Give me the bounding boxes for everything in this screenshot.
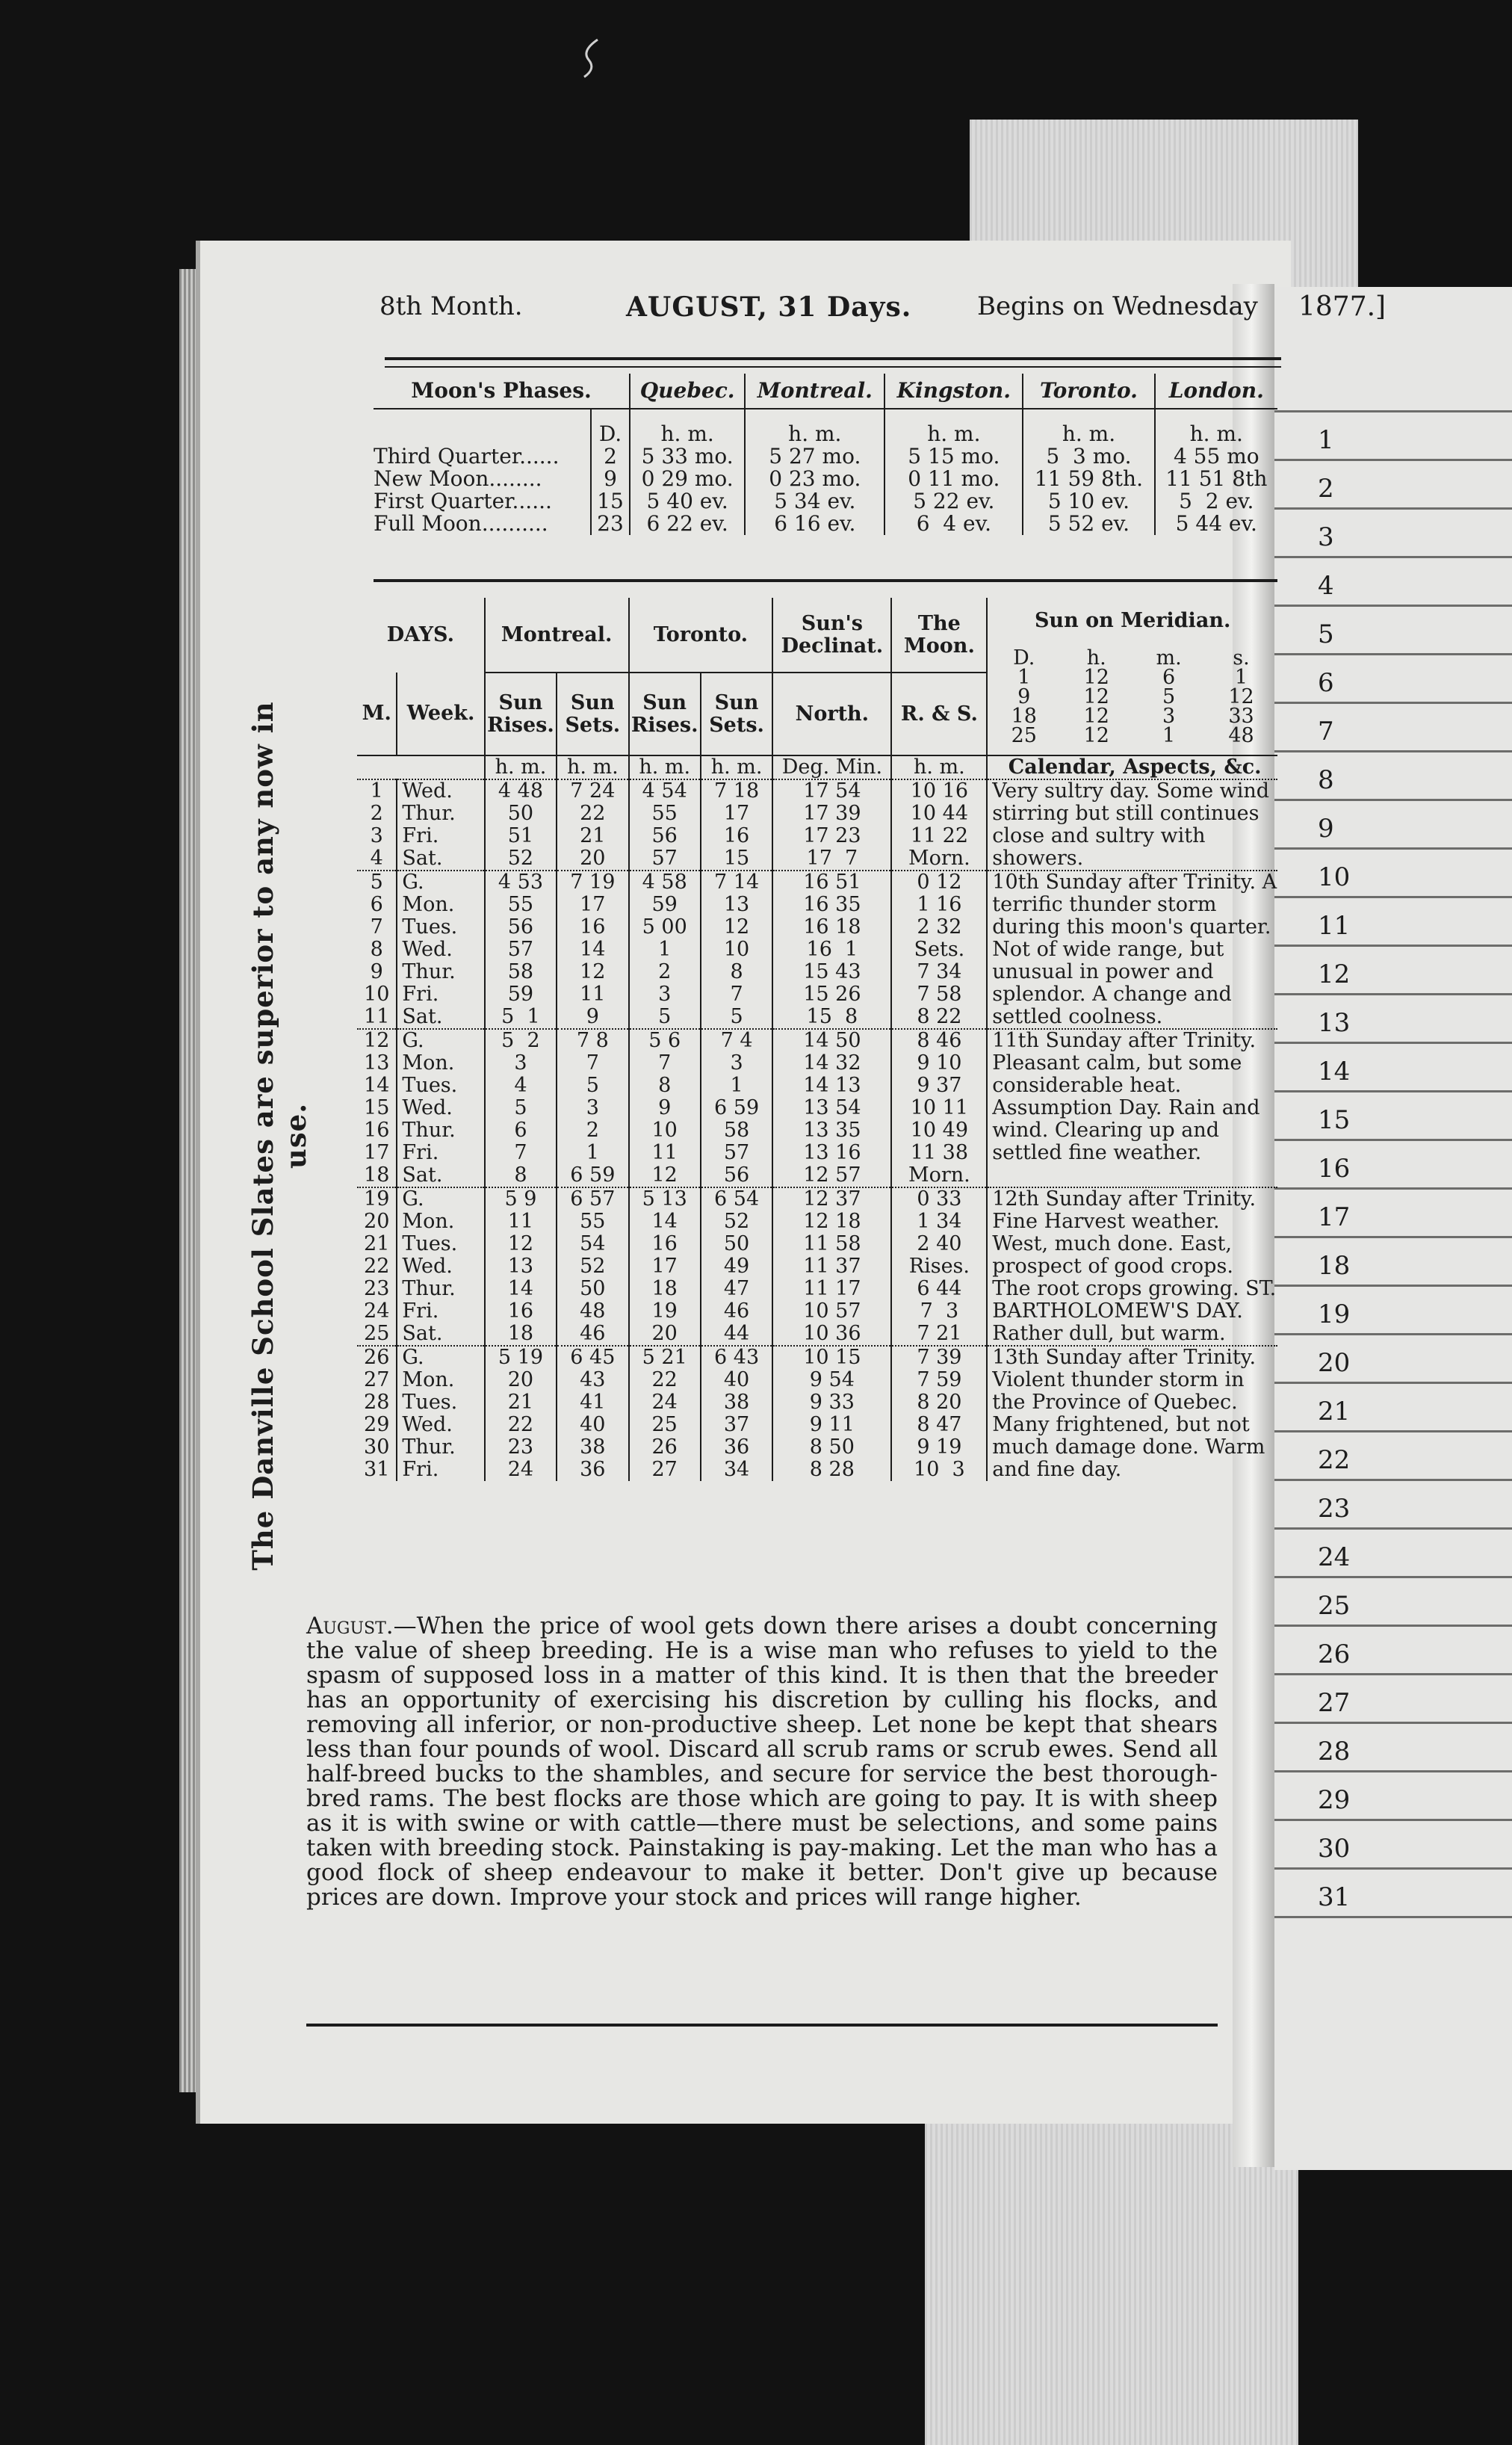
toronto-sets: 6 43 40 38 37 36 34 bbox=[701, 1346, 772, 1481]
day-numbers: 1 2 3 4 bbox=[357, 779, 397, 871]
montreal-rises: 5 9 11 12 13 14 16 18 bbox=[485, 1187, 557, 1346]
col-kingston: Kingston. bbox=[884, 374, 1023, 409]
montreal-rises: 5 19 20 21 22 23 24 bbox=[485, 1346, 557, 1481]
declination: 17 54 17 39 17 23 17 7 bbox=[772, 779, 891, 871]
montreal-sets: 7 19 17 16 14 12 11 9 bbox=[557, 871, 628, 1029]
margin-number: 9 bbox=[1318, 814, 1334, 844]
h-tr-sets: Sun Sets. bbox=[701, 673, 772, 755]
moon-rs: 0 33 1 34 2 40 Rises. 6 44 7 3 7 21 bbox=[891, 1187, 987, 1346]
unit-hm: h. m. bbox=[629, 755, 701, 779]
kingston-times: h. m. 5 15 mo. 0 11 mo. 5 22 ev. 6 4 ev. bbox=[884, 409, 1023, 535]
h-moon: The Moon. bbox=[891, 598, 987, 673]
toronto-sets: 7 4 3 1 6 59 58 57 56 bbox=[701, 1029, 772, 1187]
montreal-sets: 7 24 22 21 20 bbox=[557, 779, 628, 871]
margin-number: 13 bbox=[1318, 1008, 1351, 1038]
margin-number: 6 bbox=[1318, 668, 1334, 698]
header-rule-2 bbox=[385, 366, 1281, 368]
margin-number: 4 bbox=[1318, 571, 1334, 601]
weekdays: G. Mon. Tues. Wed. Thur. Fri. Sat. bbox=[397, 1187, 484, 1346]
montreal-sets: 6 45 43 41 40 38 36 bbox=[557, 1346, 628, 1481]
essay-body: —When the price of wool gets down there arises a doubt concerning the value of sheep breeding. He is a wise man who refuses to yield to the spasm of supposed loss in a matter of this kind. It is then that the breeder has an opportunity of exercising his discretion by culling his flocks, and removing all inferior, or non-productive sheep. Let none be kept that shears less than four pounds of wool. Discard all scrub rams or scrub ewes. Send all half-breed bucks to the shambles, and secure for service the best thorough-bred rams. The best flocks are those which are going to pay. It is with sheep as it is with swine or with cattle—there must be selections, and some pains taken with breeding stock. Painstaking is pay-making. Let the man who has a good flock of sheep endeavour to make it better. Don't give up because prices are down. Improve your stock and prices will range higher. bbox=[306, 1613, 1218, 1911]
margin-number: 18 bbox=[1318, 1251, 1351, 1281]
declination: 12 37 12 18 11 58 11 37 11 17 10 57 10 36 bbox=[772, 1187, 891, 1346]
declination: 10 15 9 54 9 33 9 11 8 50 8 28 bbox=[772, 1346, 891, 1481]
h-m: M. bbox=[357, 673, 397, 755]
day-numbers: 12 13 14 15 16 17 18 bbox=[357, 1029, 397, 1187]
declination: 16 51 16 35 16 18 16 1 15 43 15 26 15 8 bbox=[772, 871, 891, 1029]
montreal-times: h. m. 5 27 mo. 0 23 mo. 5 34 ev. 6 16 ev. bbox=[745, 409, 884, 535]
unit-hm: h. m. bbox=[891, 755, 987, 779]
margin-number: 19 bbox=[1318, 1299, 1351, 1329]
h-north: North. bbox=[772, 673, 891, 755]
margin-number: 24 bbox=[1318, 1542, 1351, 1572]
toronto-rises: 5 6 7 8 9 10 11 12 bbox=[629, 1029, 701, 1187]
declination: 14 50 14 32 14 13 13 54 13 35 13 16 12 57 bbox=[772, 1029, 891, 1187]
london-times: h. m. 4 55 mo 11 51 8th 5 2 ev. 5 44 ev. bbox=[1155, 409, 1277, 535]
montreal-rises: 4 53 55 56 57 58 59 5 1 bbox=[485, 871, 557, 1029]
meridian-s: s. 1 12 33 48 bbox=[1228, 646, 1254, 747]
margin-number: 22 bbox=[1318, 1445, 1351, 1475]
begins-text: Begins on Wednesday bbox=[977, 291, 1258, 321]
unit-hm: h. m. bbox=[485, 755, 557, 779]
montreal-sets: 7 8 7 5 3 2 1 6 59 bbox=[557, 1029, 628, 1187]
montreal-rises: 4 48 50 51 52 bbox=[485, 779, 557, 871]
margin-number: 26 bbox=[1318, 1639, 1351, 1669]
moon-rs: 0 12 1 16 2 32 Sets. 7 34 7 58 8 22 bbox=[891, 871, 987, 1029]
margin-number: 2 bbox=[1318, 474, 1334, 504]
meridian-m: m. 6 5 3 1 bbox=[1156, 646, 1182, 747]
margin-number: 7 bbox=[1318, 717, 1334, 747]
day-numbers: 5 6 7 8 9 10 11 bbox=[357, 871, 397, 1029]
week-row bbox=[357, 1029, 1277, 1187]
margin-number: 21 bbox=[1318, 1397, 1351, 1426]
page-header bbox=[379, 278, 1386, 353]
header-rule bbox=[385, 357, 1281, 360]
month-label: 8th Month. bbox=[379, 291, 523, 321]
h-days: DAYS. bbox=[386, 623, 454, 646]
col-quebec: Quebec. bbox=[630, 374, 745, 409]
unit-hm: h. m. bbox=[557, 755, 628, 779]
h-week: Week. bbox=[397, 673, 484, 755]
h-mr-sets: Sun Sets. bbox=[557, 673, 628, 755]
unit-deg: Deg. Min. bbox=[772, 755, 891, 779]
margin-number: 8 bbox=[1318, 765, 1334, 795]
side-advertisement: The Danville School Slates are superior to any now in use. bbox=[247, 701, 312, 1571]
toronto-sets: 7 18 17 16 15 bbox=[701, 779, 772, 871]
margin-number: 17 bbox=[1318, 1202, 1351, 1232]
page-title: AUGUST, 31 Days. bbox=[626, 291, 912, 323]
margin-number: 11 bbox=[1318, 911, 1351, 941]
margin-number: 29 bbox=[1318, 1785, 1351, 1815]
calendar-notes: 13th Sunday after Trinity. Violent thunder storm in the Province of Quebec. Many frightened, but not much damage done. Warm and fine day. bbox=[987, 1346, 1277, 1481]
toronto-rises: 4 58 59 5 00 1 2 3 5 bbox=[629, 871, 701, 1029]
moon-rs: 7 39 7 59 8 20 8 47 9 19 10 3 bbox=[891, 1346, 987, 1481]
year-label: 1877.] bbox=[1298, 291, 1386, 322]
essay-paragraph bbox=[306, 1614, 1218, 1910]
margin-number: 14 bbox=[1318, 1057, 1351, 1087]
calendar-notes: 11th Sunday after Trinity. Pleasant calm, but some considerable heat. Assumption Day. Rain and wind. Clearing up and settled fine weather. bbox=[987, 1029, 1277, 1187]
h-montreal: Montreal. bbox=[485, 598, 629, 673]
calendar-notes: Very sultry day. Some wind stirring but still continues close and sultry with showers. bbox=[987, 779, 1277, 871]
pen-mark bbox=[575, 36, 605, 81]
phases-bottom-rule bbox=[374, 579, 1277, 582]
margin-number: 20 bbox=[1318, 1348, 1351, 1378]
margin-number: 15 bbox=[1318, 1105, 1351, 1135]
moon-rs: 10 16 10 44 11 22 Morn. bbox=[891, 779, 987, 871]
h-tr-rises: Sun Rises. bbox=[629, 673, 701, 755]
margin-number: 30 bbox=[1318, 1834, 1351, 1864]
margin-number: 1 bbox=[1318, 425, 1334, 455]
calendar-table bbox=[357, 598, 1277, 1481]
toronto-sets: 7 14 13 12 10 8 7 5 bbox=[701, 871, 772, 1029]
toronto-rises: 4 54 55 56 57 bbox=[629, 779, 701, 871]
moon-rs: 8 46 9 10 9 37 10 11 10 49 11 38 Morn. bbox=[891, 1029, 987, 1187]
h-toronto: Toronto. bbox=[629, 598, 773, 673]
montreal-rises: 5 2 3 4 5 6 7 8 bbox=[485, 1029, 557, 1187]
week-row bbox=[357, 1187, 1277, 1346]
h-mr-rises: Sun Rises. bbox=[485, 673, 557, 755]
margin-number: 12 bbox=[1318, 959, 1351, 989]
margin-number: 23 bbox=[1318, 1494, 1351, 1524]
col-montreal: Montreal. bbox=[745, 374, 884, 409]
margin-number: 3 bbox=[1318, 522, 1334, 552]
meridian-h: h. 12 12 12 12 bbox=[1083, 646, 1109, 747]
h-meridian: Sun on Meridian. D. 1 9 18 25 h. 12 12 12 12 m. 6 5 3 1 s. 1 12 33 48 bbox=[987, 598, 1277, 755]
week-row bbox=[357, 1346, 1277, 1481]
toronto-sets: 6 54 52 50 49 47 46 44 bbox=[701, 1187, 772, 1346]
margin-number: 28 bbox=[1318, 1737, 1351, 1766]
toronto-rises: 5 21 22 24 25 26 27 bbox=[629, 1346, 701, 1481]
phase-names: Third Quarter...... New Moon........ First Quarter...... Full Moon.......... bbox=[374, 444, 560, 536]
footer-rule bbox=[306, 2024, 1218, 2027]
day-numbers: 26 27 28 29 30 31 bbox=[357, 1346, 397, 1481]
week-row bbox=[357, 779, 1277, 871]
weekdays: G. Mon. Tues. Wed. Thur. Fri. Sat. bbox=[397, 1029, 484, 1187]
facing-page bbox=[1274, 287, 1512, 2170]
margin-number: 31 bbox=[1318, 1882, 1351, 1912]
margin-number: 25 bbox=[1318, 1591, 1351, 1621]
unit-hm: h. m. bbox=[701, 755, 772, 779]
margin-number: 27 bbox=[1318, 1688, 1351, 1718]
essay-lead: August. bbox=[306, 1613, 394, 1639]
week-row bbox=[357, 871, 1277, 1029]
notes-title: Calendar, Aspects, &c. bbox=[987, 755, 1277, 779]
margin-number: 10 bbox=[1318, 862, 1351, 892]
quebec-times: h. m. 5 33 mo. 0 29 mo. 5 40 ev. 6 22 ev. bbox=[630, 409, 745, 535]
col-toronto: Toronto. bbox=[1023, 374, 1154, 409]
toronto-rises: 5 13 14 16 17 18 19 20 bbox=[629, 1187, 701, 1346]
h-rs: R. & S. bbox=[891, 673, 987, 755]
col-london: London. bbox=[1155, 374, 1277, 409]
toronto-times: h. m. 5 3 mo. 11 59 8th. 5 10 ev. 5 52 ev. bbox=[1023, 409, 1154, 535]
phases-title: Moon's Phases. bbox=[374, 374, 630, 409]
weekdays: Wed. Thur. Fri. Sat. bbox=[397, 779, 484, 871]
weekdays: G. Mon. Tues. Wed. Thur. Fri. Sat. bbox=[397, 871, 484, 1029]
margin-number: 16 bbox=[1318, 1154, 1351, 1184]
h-declination: Sun's Declinat. bbox=[772, 598, 891, 673]
moon-phases-table bbox=[374, 374, 1277, 535]
day-numbers: 19 20 21 22 23 24 25 bbox=[357, 1187, 397, 1346]
margin-number: 5 bbox=[1318, 619, 1334, 649]
calendar-notes: 12th Sunday after Trinity. Fine Harvest weather. West, much done. East, prospect of good crops. The root crops growing. ST. BARTHOLOMEW'S DAY. Rather dull, but warm. bbox=[987, 1187, 1277, 1346]
phase-days: D. 2 9 15 23 bbox=[591, 409, 630, 535]
weekdays: G. Mon. Tues. Wed. Thur. Fri. bbox=[397, 1346, 484, 1481]
meridian-d: D. 1 9 18 25 bbox=[1011, 646, 1037, 747]
montreal-sets: 6 57 55 54 52 50 48 46 bbox=[557, 1187, 628, 1346]
calendar-notes: 10th Sunday after Trinity. A terrific thunder storm during this moon's quarter. Not of wide range, but unusual in power and splendor. A change and settled coolness. bbox=[987, 871, 1277, 1029]
